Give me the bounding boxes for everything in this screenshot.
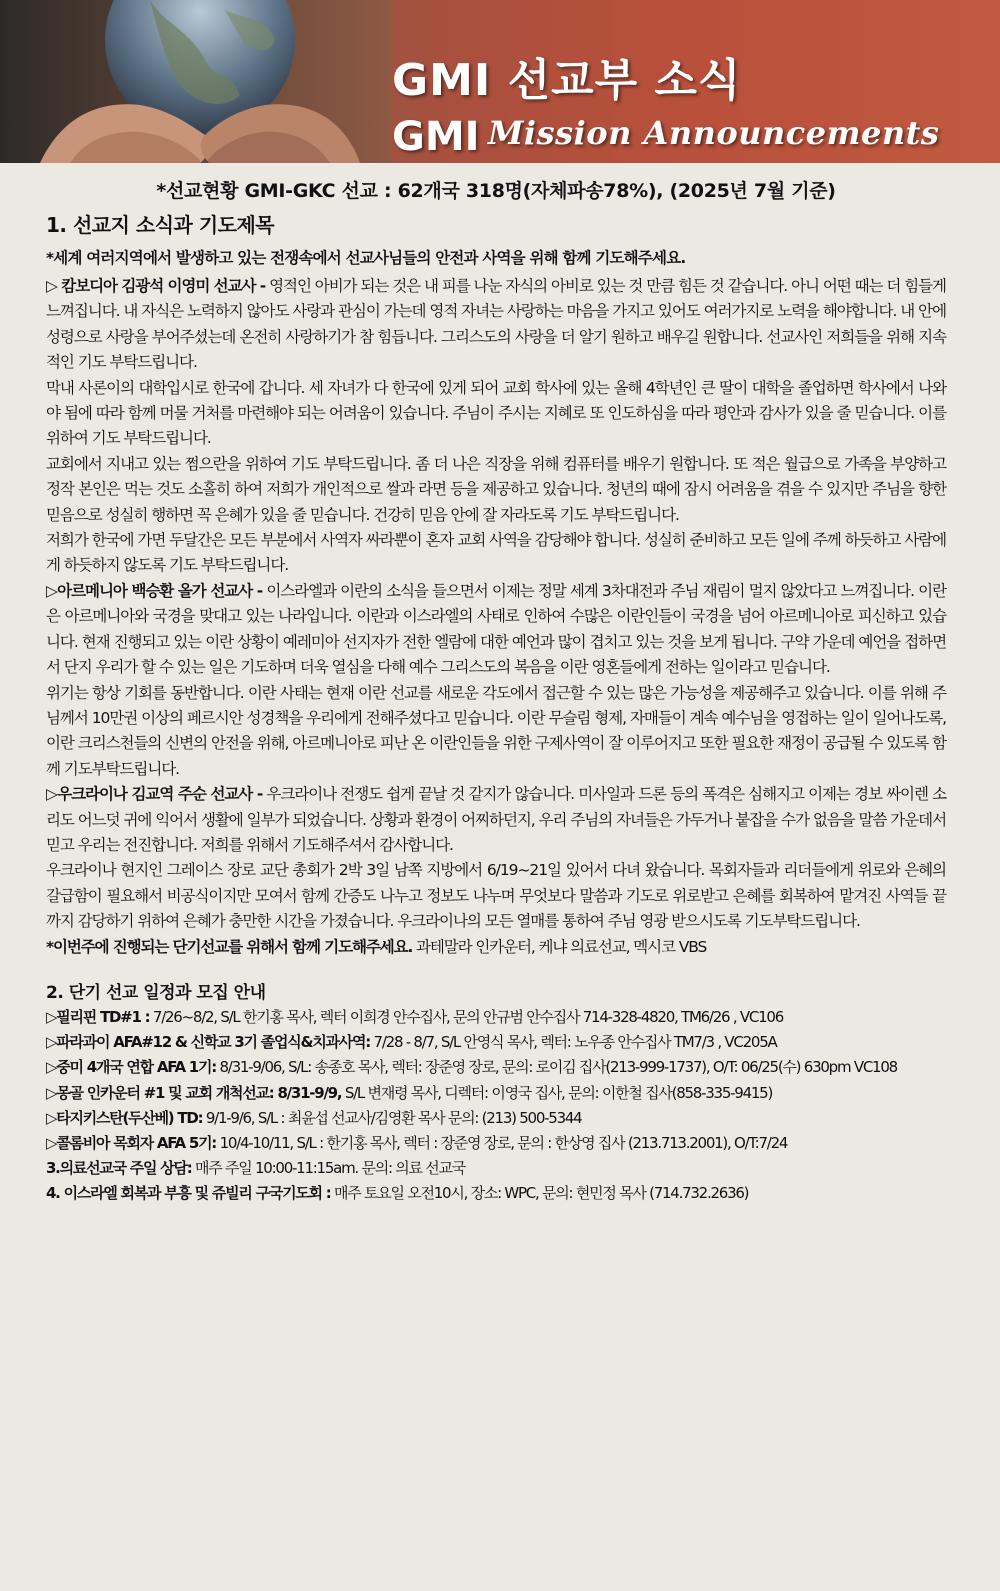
schedule-item-text: S/L 변재령 목사, 디렉터: 이영국 집사, 문의: 이한철 집사(858-335-9415) <box>341 1083 773 1102</box>
schedule-item <box>46 1081 946 1106</box>
israel-prayer-item <box>46 1181 946 1206</box>
section-1-heading: 1. 선교지 소식과 기도제목 <box>46 213 275 237</box>
title-korean: GMI 선교부 소식 <box>392 55 742 106</box>
schedule-item-label: ▷필리핀 TD#1 : <box>46 1007 150 1026</box>
schedule-item-text: 7/26~8/2, S/L 한기홍 목사, 렉터 이희경 안수집사, 문의 안규범 안수집사 714-328-4820, TM6/26 , VC106 <box>149 1007 783 1026</box>
israel-prayer-label: 4. 이스라엘 회복과 부흥 및 쥬빌리 구국기도회 : <box>46 1184 331 1203</box>
section-1-intro: *세계 여러지역에서 발생하고 있는 전쟁속에서 선교사님들의 안전과 사역을 위해 함께 기도해주세요. <box>46 249 686 267</box>
schedule-item-text: 10/4-10/11, S/L : 한기홍 목사, 렉터 : 장준영 장로, 문의 : 한상영 집사 (213.713.2001), O/T:7/24 <box>216 1133 788 1152</box>
title-english-script: Mission Announcements <box>488 114 940 152</box>
short-term-note-list: 과테말라 인카운터, 케냐 의료선교, 멕시코 VBS <box>412 937 707 956</box>
title-english-prefix: GMI <box>392 114 480 160</box>
armenia-paragraph-2: 위기는 항상 기회를 동반합니다. 이란 사태는 현재 이란 선교를 새로운 각도에서 접근할 수 있는 많은 가능성을 제공해주고 있습니다. 이를 위해 주님께서 10만권 이상의 페르시안 성경책을 우리에게 전해주셨다고 믿습니다. 이란 무슬림 형제, 자매들이 계속 예수님을 영접하는 일이 일어나도록, 이란 크리스천들의 신변의 안전을 위해, 아르메니아로 피난 온 이란인들을 위한 구제사역이 잘 이루어지고 또한 필요한 재정이 공급될 수 있도록 함께 기도부탁드립니다. <box>46 683 946 778</box>
medical-consult-item <box>46 1156 946 1181</box>
schedule-item <box>46 1005 946 1030</box>
cambodia-paragraph-1 <box>46 274 946 376</box>
cambodia-paragraph-4: 저희가 한국에 가면 두달간은 모든 부분에서 사역자 싸라뿐이 혼자 교회 사역을 감당해야 합니다. 성실히 준비하고 모든 일에 주께 하듯하고 사람에게 하듯하지 않도록 기도 부탁드립니다. <box>46 531 946 575</box>
ukraine-paragraph-2: 우크라이나 현지인 그레이스 장로 교단 총회가 2박 3일 남쪽 지방에서 6/19~21일 있어서 다녀 왔습니다. 목회자들과 리더들에게 위로와 은혜의 갈급함이 필요해서 비공식이지만 모여서 함께 간증도 나누고 정보도 나누며 무엇보다 말씀과 기도로 위로받고 은혜를 회복하여 맡겨진 사역들 끝까지 감당하기 위하여 은혜가 충만한 시간을 가졌습니다. 우크라이나의 모든 열매를 통하여 주님 영광 받으시도록 기도부탁드립니다. <box>46 861 946 931</box>
schedule-item-label: ▷몽골 인카운터 #1 및 교회 개척선교: 8/31-9/9, <box>46 1083 342 1102</box>
announcement-body <box>46 168 946 1207</box>
ukraine-label: ▷우크라이나 김교역 주순 선교사 - <box>46 785 263 804</box>
cambodia-label: ▷ 캄보디아 김광석 이영미 선교사 - <box>46 277 266 295</box>
schedule-item <box>46 1106 946 1131</box>
schedule-item-text: 7/28 - 8/7, S/L 안영식 목사, 렉터: 노우종 안수집사 TM7/3 , VC205A <box>370 1033 777 1052</box>
cambodia-paragraph-3: 교회에서 지내고 있는 쩜으란을 위하여 기도 부탁드립니다. 좀 더 나은 직장을 위해 컴퓨터를 배우기 원합니다. 또 적은 월급으로 가족을 부양하고 정작 본인은 먹는 것도 소홀히 하여 저희가 개인적으로 쌀과 라면 등을 제공하고 있습니다. 청년의 때에 잠시 어려움을 겪을 수 있지만 주님을 향한 믿음으로 성실히 행하면 꼭 은혜가 있을 줄 믿습니다. 건강히 믿음 안에 잘 자라도록 기도 부탁드립니다. <box>46 454 946 524</box>
short-term-note-bold: *이번주에 진행되는 단기선교를 위해서 함께 기도해주세요. <box>46 937 413 956</box>
israel-prayer-text: 매주 토요일 오전10시, 장소: WPC, 문의: 현민정 목사 (714.732.2636) <box>330 1184 749 1203</box>
ukraine-paragraph-1 <box>46 782 946 858</box>
armenia-label: ▷아르메니아 백승환 올가 선교사 - <box>46 581 263 600</box>
section-2-heading: 2. 단기 선교 일정과 모집 안내 <box>46 982 266 1003</box>
medical-consult-text: 매주 주일 10:00-11:15am. 문의: 의료 선교국 <box>191 1159 465 1178</box>
armenia-text-1: 이스라엘과 이란의 소식을 들으면서 이제는 정말 세계 3차대전과 주님 재림이 멀지 않았다고 느껴집니다. 이란은 아르메니아와 국경을 맞대고 있는 나라입니다. 이란과 이스라엘의 사태로 인하여 수많은 이란인들이 국경을 넘어 아르메니아로 피신하고 있습니다. 현재 진행되고 있는 이란 상황이 예레미아 선지자가 전한 엘람에 대한 예언과 많이 겹치고 있는 것을 보게 됩니다. 구약 가운데 예언을 접하면서 단지 우리가 할 수 있는 일은 기도하며 더욱 열심을 다해 예수 그리스도의 복음을 이란 영혼들에게 전하는 일이라고 믿습니다. <box>46 581 946 677</box>
schedule-item-text: 8/31-9/06, S/L: 송종호 목사, 렉터: 장준영 장로, 문의: 로이김 집사(213-999-1737), O/T: 06/25(수) 630pm VC108 <box>215 1058 897 1077</box>
armenia-paragraph-1 <box>46 579 946 681</box>
schedule-item <box>46 1055 946 1080</box>
schedule-item-label: ▷타지키스탄(두산베) TD: <box>46 1108 203 1127</box>
cambodia-paragraph-2: 막내 사론이의 대학입시로 한국에 갑니다. 세 자녀가 다 한국에 있게 되어 교회 학사에 있는 올해 4학년인 큰 딸이 대학을 졸업하면 학사에서 나와야 됨에 따라 함께 머물 거처를 마련해야 되는 어려움이 있습니다. 주님이 주시는 지혜로 또 인도하심을 따라 평안과 감사가 있을 줄 믿습니다. 이를 위하여 기도 부탁드립니다. <box>46 378 946 448</box>
ukraine-text-1: 우크라이나 전쟁도 쉽게 끝날 것 같지가 않습니다. 미사일과 드론 등의 폭격은 심해지고 이제는 경보 싸이렌 소리도 어느덧 귀에 익어서 생활에 일부가 되었습니다. 상황과 환경이 어찌하던지, 우리 주님의 자녀들은 가두거나 붙잡을 수가 없음을 말씀 가운데서 믿고 우리는 전진합니다. 저희를 위해서 기도해주셔서 감사합니다. <box>46 785 946 854</box>
schedule-item-text: 9/1-9/6, S/L : 최윤섭 선교사/김영환 목사 문의: (213) 500-5344 <box>202 1108 582 1127</box>
medical-consult-label: 3.의료선교국 주일 상담: <box>46 1159 192 1178</box>
short-term-prayer-note <box>46 935 946 960</box>
schedule-item-label: ▷파라과이 AFA#12 & 신학교 3기 졸업식&치과사역: <box>46 1033 371 1052</box>
schedule-item-label: ▷콜롬비아 목회자 AFA 5기: <box>46 1133 217 1152</box>
cambodia-text-1: 영적인 아비가 되는 것은 내 피를 나눈 자식의 아비로 있는 것 만큼 힘든 것 같습니다. 아니 어떤 때는 더 힘들게 느껴집니다. 내 자식은 노력하지 않아도 사랑과 관심이 가는데 영적 자녀는 사랑하는 마음을 가지고 있어도 여러가지로 노력을 해야합니다. 내 안에 성령으로 사랑을 부어주셨는데 온전히 사랑하기가 참 힘듭니다. 그리스도의 사랑을 더 알기 원하고 배우길 원합니다. 선교사인 저희들을 위해 지속적인 기도 부탁드립니다. <box>46 277 946 372</box>
globe-in-hands-image <box>0 0 390 163</box>
schedule-item <box>46 1131 946 1156</box>
schedule-item-label: ▷중미 4개국 연합 AFA 1기: <box>46 1058 216 1077</box>
mission-status-line: *선교현황 GMI-GKC 선교 : 62개국 318명(자체파송78%), (2025년 7월 기준) <box>156 180 836 202</box>
header-banner <box>0 0 1000 163</box>
schedule-item <box>46 1030 946 1055</box>
